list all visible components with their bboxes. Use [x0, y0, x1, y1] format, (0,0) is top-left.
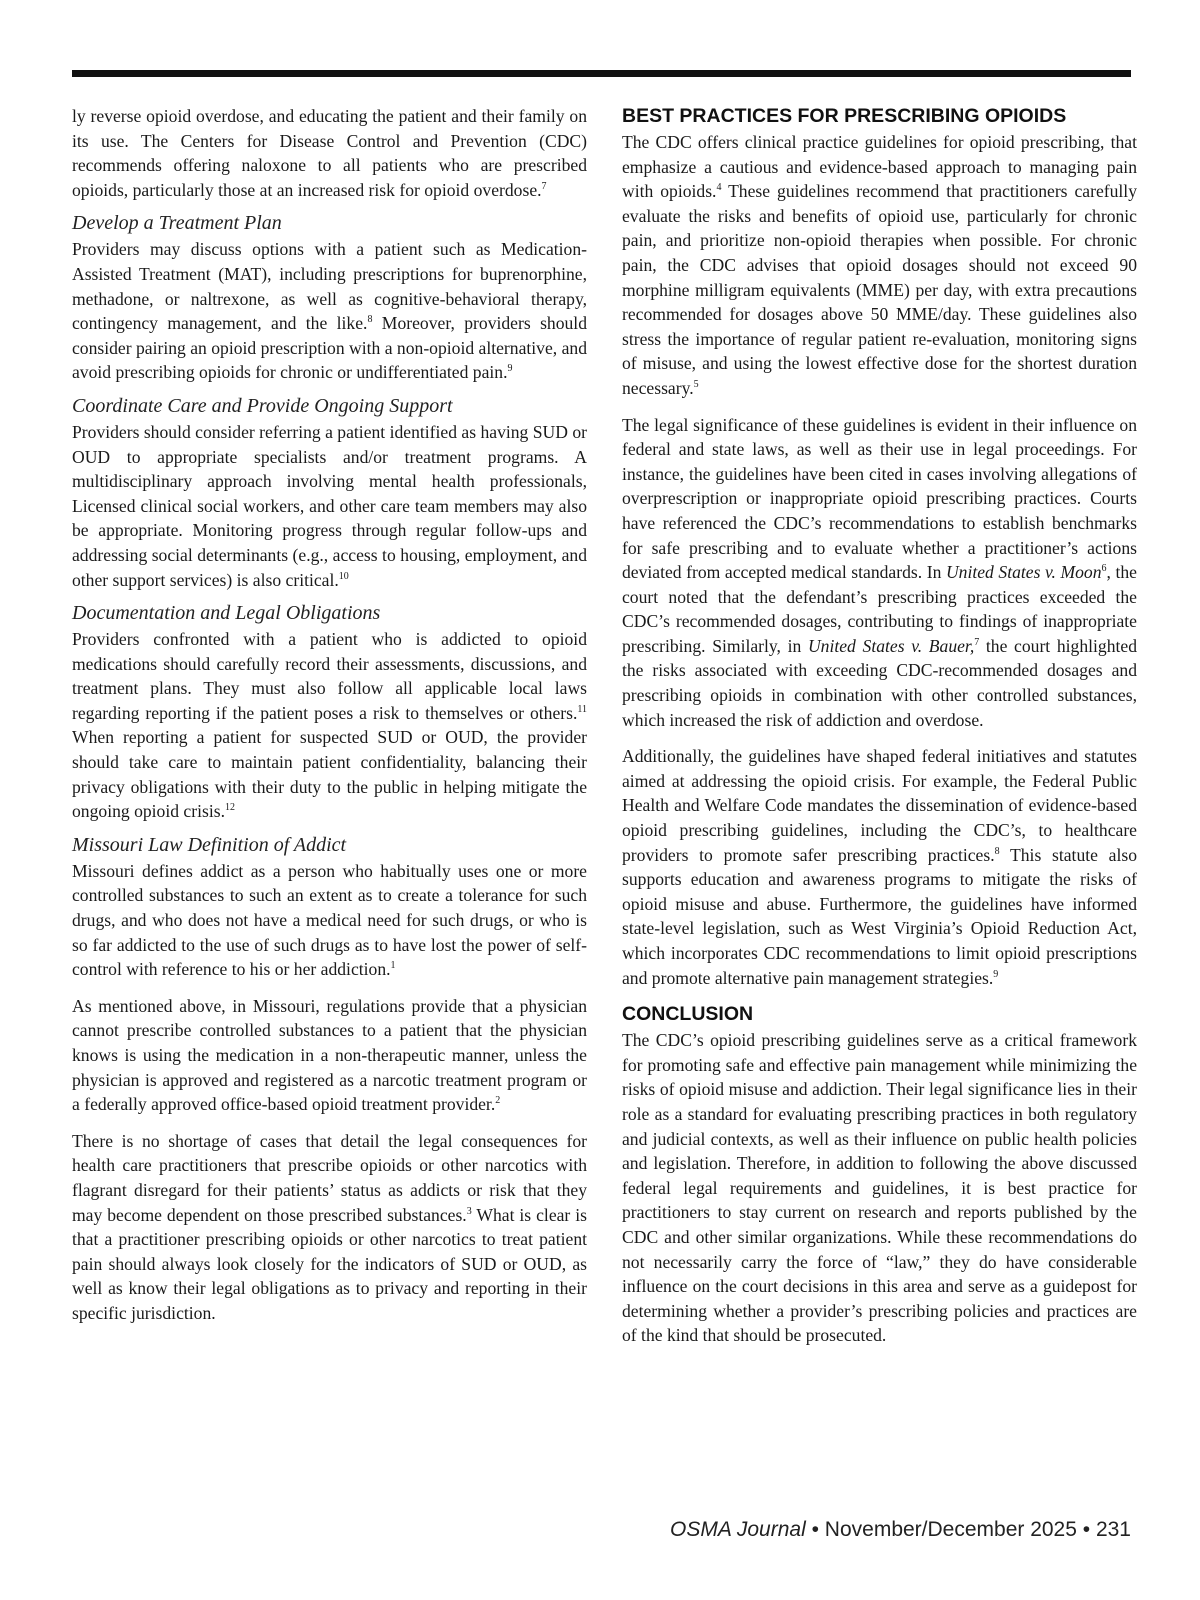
paragraph-federal-initiatives [622, 744, 1137, 990]
page-number: 231 [1095, 1518, 1131, 1541]
paragraph-missouri-regulations [72, 994, 587, 1117]
footnote-ref: 1 [390, 960, 396, 972]
subheading-missouri-law: Missouri Law Definition of Addict [72, 833, 347, 856]
issue-date: November/December 2025 [824, 1518, 1077, 1541]
right-column [622, 104, 1137, 1360]
footnote-ref: 7 [541, 180, 547, 192]
paragraph-text: Moreover, providers should consider pairing an opioid prescription with a non-opioid alternative, and avoid prescribing opioids for chronic or undifferentiated pain. [72, 313, 587, 383]
footnote-ref: 2 [495, 1095, 501, 1107]
footnote-ref: 12 [224, 802, 235, 814]
paragraph-text: The CDC offers clinical practice guidelines for opioid prescribing, that emphasize a cautious and evidence-based approach to managing pain with opioids. [622, 132, 1137, 202]
paragraph-text: the court highlighted the risks associated with exceeding CDC-recommended dosages and prescribing opioids in combination with other controlled substances, which increased the risk of addiction and overdose. [622, 635, 1137, 730]
footnote-ref: 11 [577, 704, 587, 716]
paragraph-text: The legal significance of these guidelines is evident in their influence on federal and state laws, as well as their use in legal proceedings. For instance, the guidelines have been cited in cases involving allegations of overprescription or inappropriate opioid prescribing practices. Courts have referenced the CDC’s recommendations to establish benchmarks for safe prescribing and to evaluate whether a practitioner’s actions deviated from accepted medical standards. In [622, 414, 1137, 583]
top-rule [72, 70, 1131, 77]
paragraph-text: As mentioned above, in Missouri, regulations provide that a physician cannot prescribe controlled substances to a patient that the physician knows is using the medication in a non-therapeutic manner, unless the physician is approved and registered as a narcotic treatment program or a federally approved office-based opioid treatment provider. [72, 995, 587, 1115]
footer-separator: • [1076, 1518, 1096, 1541]
page-footer [670, 1518, 1131, 1542]
section-heading-conclusion: CONCLUSION [622, 1003, 754, 1026]
paragraph-cdc-guidelines [622, 130, 1137, 401]
paragraph-text: There is no shortage of cases that detail the legal consequences for health care practitioners that prescribe opioids or other narcotics with flagrant disregard for their patients’ status as addicts or risk that they may become dependent on those prescribed substances. [72, 1130, 587, 1225]
paragraph-legal-consequences [72, 1129, 587, 1326]
paragraph-legal-significance [622, 413, 1137, 733]
subheading-coordinate-care: Coordinate Care and Provide Ongoing Support [72, 394, 453, 417]
left-column [72, 104, 587, 1338]
paragraph-text: These guidelines recommend that practitioners carefully evaluate the risks and benefits of opioid use, particularly for chronic pain, and prioritize non-opioid therapies when possible. For chronic pain, the CDC advises that opioid dosages should not exceed 90 morphine milligram equivalents (MME) per day, with extra precautions recommended for dosages above 50 MME/day. These guidelines also stress the importance of regular patient re-evaluation, monitoring signs of misuse, and using the lowest effective dose for the shortest duration necessary. [622, 181, 1137, 398]
paragraph-text: Additionally, the guidelines have shaped federal initiatives and statutes aimed at addressing the opioid crisis. For example, the Federal Public Health and Welfare Code mandates the dissemination of evidence-based opioid prescribing guidelines, including the CDC’s, to healthcare providers to promote safer prescribing practices. [622, 746, 1137, 865]
footnote-ref: 5 [693, 379, 699, 391]
section-heading-best-practices: BEST PRACTICES FOR PRESCRIBING OPIOIDS [622, 105, 1067, 127]
paragraph-coordinate-care [72, 420, 587, 592]
paragraph-text: ly reverse opioid overdose, and educating the patient and their family on its use. The Centers for Disease Control and Prevention (CDC) recommends offering naloxone to all patients who are prescribed opioids, particularly those at an increased risk for opioid overdose. [72, 106, 587, 200]
paragraph-naloxone [72, 104, 587, 202]
footnote-ref: 8 [994, 845, 1000, 857]
footnote-ref: 7 [974, 637, 980, 649]
paragraph-text: Providers may discuss options with a patient such as Medication-Assisted Treatment (MAT), including prescriptions for buprenorphine, methadone, or naltrexone, as well as cognitive-behavioral therapy, contingency management, and the like. [72, 239, 587, 334]
footnote-ref: 8 [367, 314, 373, 326]
journal-name: OSMA Journal [669, 1518, 806, 1541]
subheading-documentation: Documentation and Legal Obligations [72, 602, 381, 625]
paragraph-text: What is clear is that a practitioner prescribing opioids or other narcotics to treat patient pain should always look closely for the indicators of SUD or OUD, as well as know their legal obligations as to privacy and reporting in their specific jurisdiction. [72, 1204, 587, 1323]
footnote-ref: 9 [993, 968, 999, 980]
subheading-treatment-plan: Develop a Treatment Plan [72, 212, 282, 235]
footnote-ref: 9 [507, 363, 513, 375]
footnote-ref: 3 [466, 1205, 472, 1217]
footer-separator: • [805, 1518, 825, 1541]
paragraph-treatment-plan [72, 237, 587, 385]
paragraph-text: This statute also supports education and awareness programs to mitigate the risks of opioid misuse and abuse. Furthermore, the guidelines have informed state-level legislation, such as West Virginia’s Opioid Reduction Act, which incorporates CDC recommendations to limit opioid prescriptions and promote alternative pain management strategies. [622, 844, 1137, 988]
case-name: United States v. Moon [945, 562, 1102, 583]
paragraph-documentation [72, 627, 587, 824]
paragraph-text: The CDC’s opioid prescribing guidelines serve as a critical framework for promoting safe and effective pain management while minimizing the risks of opioid misuse and addiction. Their legal significance lies in their role as a standard for evaluating prescribing practices in both regulatory and judicial contexts, as well as their influence on public health policies and legislation. Therefore, in addition to following the above discussed federal legal requirements and guidelines, it is best practice for practitioners to stay current on research and reports published by the CDC and other similar organizations. While these recommendations do not necessarily carry the force of “law,” they do have considerable influence on the court decisions in this area and serve as a guidepost for determining whether a provider’s prescribing policies and practices are of the kind that should be prosecuted. [622, 1030, 1137, 1346]
case-name: United States v. Bauer, [807, 635, 975, 656]
paragraph-text: , the court noted that the defendant’s prescribing practices exceeded the CDC’s recommended dosages, contributing to findings of inappropriate prescribing. Similarly, in [622, 562, 1137, 656]
footnote-ref: 4 [716, 182, 722, 194]
paragraph-text: Missouri defines addict as a person who habitually uses one or more controlled substances to such an extent as to create a tolerance for such drugs, and who does not have a medical need for such drugs, or who is so far addicted to the use of such drugs as to have lost the power of self-control with reference to his or her addiction. [72, 860, 587, 980]
footnote-ref: 6 [1101, 563, 1107, 575]
paragraph-missouri-law [72, 859, 587, 982]
paragraph-text: Providers should consider referring a patient identified as having SUD or OUD to appropriate specialists and/or treatment programs. A multidisciplinary approach involving mental health professionals, Licensed clinical social workers, and other care team members may also be appropriate. Monitoring progress through regular follow-ups and addressing social determinants (e.g., access to housing, employment, and other support services) is also critical. [72, 421, 587, 590]
footnote-ref: 10 [338, 570, 349, 582]
paragraph-conclusion [622, 1028, 1137, 1348]
paragraph-text: Providers confronted with a patient who is addicted to opioid medications should carefully record their assessments, discussions, and treatment plans. They must also follow all applicable local laws regarding reporting if the patient poses a risk to themselves or others. [72, 629, 587, 723]
paragraph-text: When reporting a patient for suspected SUD or OUD, the provider should take care to maintain patient confidentiality, balancing their privacy obligations with their duty to the public in helping mitigate the ongoing opioid crisis. [72, 727, 587, 822]
